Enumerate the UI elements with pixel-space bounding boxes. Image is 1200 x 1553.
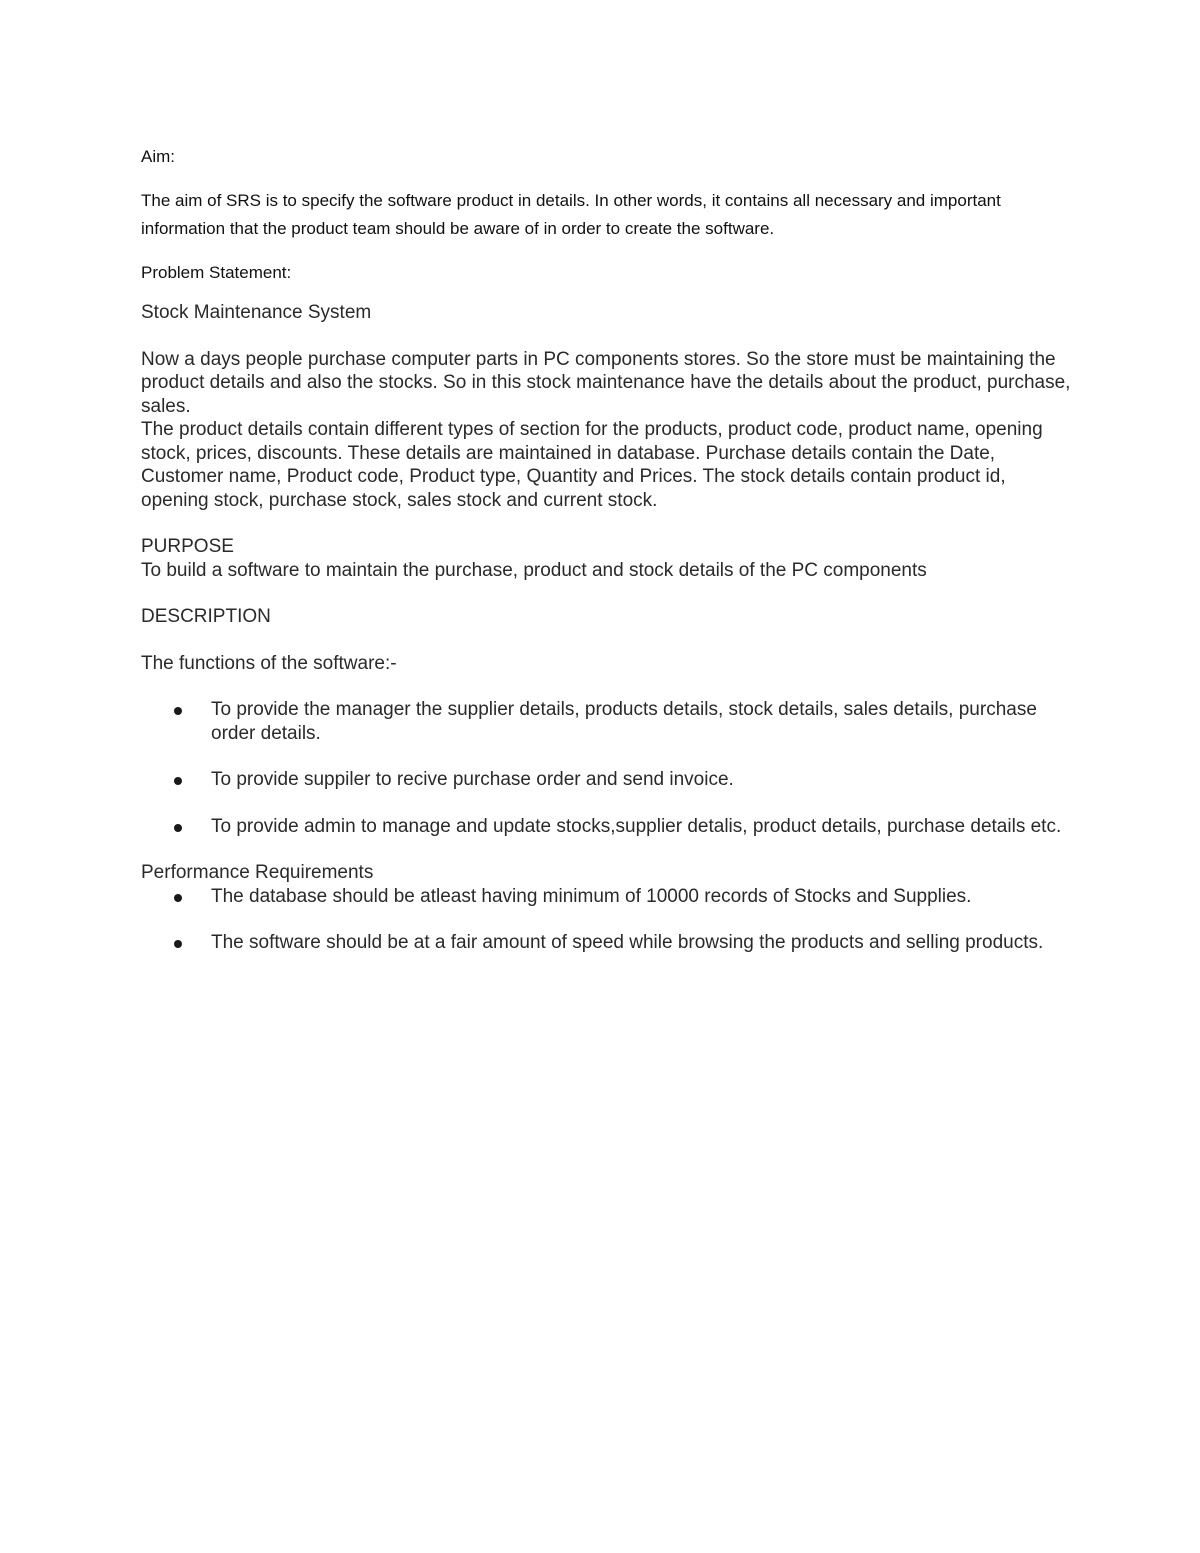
list-item bbox=[141, 885, 1071, 909]
description-heading: DESCRIPTION bbox=[141, 606, 271, 627]
problem-paragraph-1: Now a days people purchase computer parts in PC components stores. So the store must be maintaining the product details and also the stocks. So in this stock maintenance have the details about the product, purchase, sales. bbox=[141, 348, 1071, 417]
list-item-text: To provide the manager the supplier details, products details, stock details, sales details, purchase order details. bbox=[211, 699, 1037, 744]
problem-statement-heading: Problem Statement: bbox=[141, 263, 292, 282]
list-item-text: To provide admin to manage and update stocks,supplier detalis, product details, purchase details etc. bbox=[211, 815, 1062, 837]
performance-heading: Performance Requirements bbox=[141, 862, 374, 883]
problem-paragraph-2: The product details contain different types of section for the products, product code, product name, opening stock, prices, discounts. These details are maintained in database. Purchase details contain the Date, Customer name, Product code, Product type, Quantity and Prices. The stock details contain product id, opening stock, purchase stock, sales stock and current stock. bbox=[141, 419, 1043, 511]
functions-list bbox=[141, 698, 1071, 838]
document-content bbox=[141, 143, 1071, 978]
list-item-text: The software should be at a fair amount of speed while browsing the products and selling products. bbox=[211, 932, 1044, 953]
list-item bbox=[141, 768, 1071, 792]
bullet-icon bbox=[174, 707, 182, 715]
system-title: Stock Maintenance System bbox=[141, 302, 372, 323]
list-item bbox=[141, 698, 1071, 745]
list-item bbox=[141, 815, 1071, 839]
list-item-text: The database should be atleast having minimum of 10000 records of Stocks and Supplies. bbox=[211, 885, 972, 907]
performance-list bbox=[141, 885, 1071, 955]
list-item-text: To provide suppiler to recive purchase order and send invoice. bbox=[211, 769, 734, 790]
aim-text: The aim of SRS is to specify the software product in details. In other words, it contains all necessary and important information that the product team should be aware of in order to create the software. bbox=[141, 191, 1001, 238]
purpose-text: To build a software to maintain the purchase, product and stock details of the PC components bbox=[141, 559, 927, 581]
bullet-icon bbox=[174, 777, 182, 785]
bullet-icon bbox=[174, 940, 182, 948]
aim-heading: Aim: bbox=[141, 147, 175, 166]
list-item bbox=[141, 931, 1071, 955]
bullet-icon bbox=[174, 824, 182, 832]
functions-intro: The functions of the software:- bbox=[141, 652, 397, 674]
purpose-heading: PURPOSE bbox=[141, 536, 234, 557]
bullet-icon bbox=[174, 894, 182, 902]
